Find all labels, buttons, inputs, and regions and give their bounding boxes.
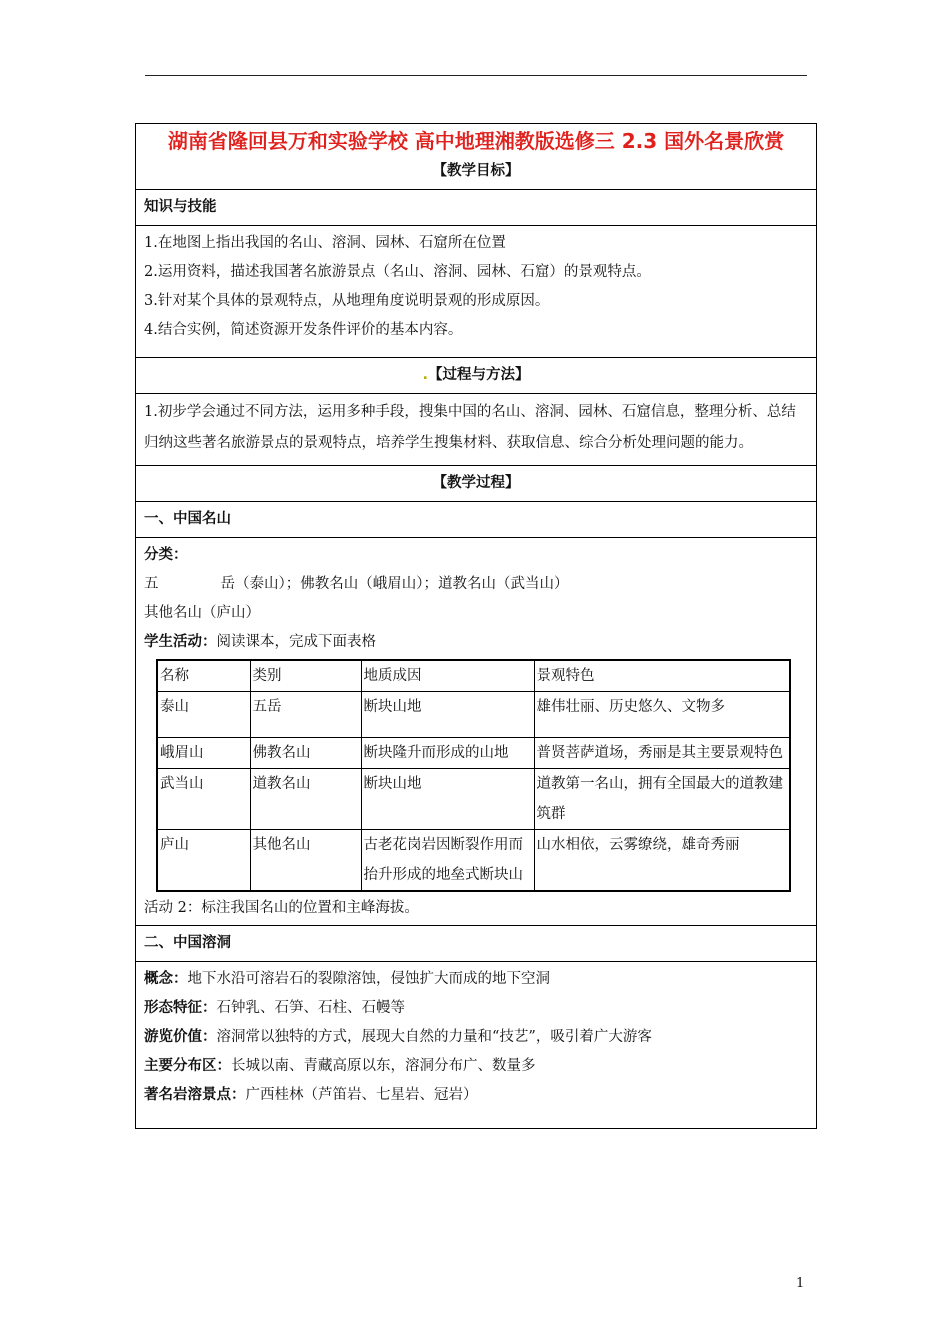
title-cell (136, 124, 817, 190)
lesson-plan-table (135, 123, 817, 1129)
process-methods-cell (136, 394, 817, 466)
activity-2: 活动 2：标注我国名山的位置和主峰海拔。 (144, 900, 419, 916)
student-activity-label: 学生活动： (144, 634, 217, 650)
list-item: 概念：地下水沿可溶岩石的裂隙溶蚀，侵蚀扩大而成的地下空洞 (144, 971, 550, 987)
table-cell: 峨眉山 (157, 738, 250, 769)
table-row (157, 738, 790, 769)
knowledge-skills-title: 知识与技能 (144, 199, 217, 215)
table-cell: 泰山 (157, 692, 250, 738)
caves-section-title: 二、中国溶洞 (144, 935, 231, 951)
document-title: 湖南省隆回县万和实验学校 高中地理湘教版选修三 2.3 国外名景欣赏 (167, 129, 785, 153)
table-cell: 古老花岗岩因断裂作用而抬升形成的地垒式断块山 (361, 830, 534, 892)
knowledge-items-cell (136, 226, 817, 358)
process-methods-text: 1.初步学会通过不同方法，运用多种手段，搜集中国的名山、溶洞、园林、石窟信息，整理分析、总结归纳这些著名旅游景点的景观特点，培养学生搜集材料、获取信息、综合分析处理问题的能力。 (144, 404, 796, 451)
list-item: 形态特征：石钟乳、石笋、石柱、石幔等 (144, 1000, 405, 1016)
process-methods-heading-cell (136, 358, 817, 394)
mountains-content-cell (136, 538, 817, 926)
table-header-cell: 地质成因 (361, 660, 534, 692)
knowledge-item: 3.针对某个具体的景观特点，从地理角度说明景观的形成原因。 (144, 293, 550, 309)
student-activity-text: 阅读课本，完成下面表格 (216, 634, 376, 650)
mountains-table (156, 659, 791, 892)
table-cell: 五岳 (250, 692, 361, 738)
table-cell: 断块山地 (361, 692, 534, 738)
table-row (157, 830, 790, 892)
category-other: 其他名山（庐山） (144, 605, 260, 621)
knowledge-item: 1.在地图上指出我国的名山、溶洞、园林、石窟所在位置 (144, 235, 506, 251)
stray-dot-mark: . (422, 367, 428, 383)
table-row (157, 769, 790, 830)
caves-content-cell (136, 962, 817, 1129)
table-cell: 佛教名山 (250, 738, 361, 769)
knowledge-item: 4.结合实例，简述资源开发条件评价的基本内容。 (144, 322, 463, 338)
title-row (136, 124, 817, 190)
table-cell: 断块隆升而形成的山地 (361, 738, 534, 769)
table-cell: 其他名山 (250, 830, 361, 892)
table-cell: 雄伟壮丽、历史悠久、文物多 (534, 692, 790, 738)
mountains-title-cell (136, 502, 817, 538)
teaching-process-heading: 【教学过程】 (432, 475, 520, 491)
list-item: 著名岩溶景点：广西桂林（芦笛岩、七星岩、冠岩） (144, 1087, 478, 1103)
page-number: 1 (796, 1276, 805, 1291)
table-row (157, 692, 790, 738)
table-cell: 道教第一名山，拥有全国最大的道教建筑群 (534, 769, 790, 830)
table-header-cell: 名称 (157, 660, 250, 692)
list-item: 主要分布区：长城以南、青藏高原以东，溶洞分布广、数量多 (144, 1058, 536, 1074)
table-cell: 普贤菩萨道场，秀丽是其主要景观特色 (534, 738, 790, 769)
list-item: 游览价值：溶洞常以独特的方式，展现大自然的力量和“技艺”，吸引着广大游客 (144, 1029, 652, 1045)
table-cell: 断块山地 (361, 769, 534, 830)
table-cell: 武当山 (157, 769, 250, 830)
table-header-cell: 景观特色 (534, 660, 790, 692)
knowledge-skills-title-cell (136, 190, 817, 226)
table-header-cell: 类别 (250, 660, 361, 692)
mountains-section-title: 一、中国名山 (144, 511, 231, 527)
process-methods-heading: 【过程与方法】 (428, 367, 530, 383)
table-cell: 庐山 (157, 830, 250, 892)
table-cell: 道教名山 (250, 769, 361, 830)
category-label: 分类： (144, 547, 188, 563)
category-five: 五 (144, 576, 159, 592)
knowledge-item: 2.运用资料，描述我国著名旅游景点（名山、溶洞、园林、石窟）的景观特点。 (144, 264, 651, 280)
teaching-process-heading-cell (136, 466, 817, 502)
category-list: 岳（泰山）；佛教名山（峨眉山）；道教名山（武当山） (220, 576, 569, 592)
table-cell: 山水相依，云雾缭绕，雄奇秀丽 (534, 830, 790, 892)
teaching-goals-heading: 【教学目标】 (432, 163, 520, 179)
header-rule (145, 75, 807, 76)
table-header-row (157, 660, 790, 692)
caves-title-cell (136, 926, 817, 962)
